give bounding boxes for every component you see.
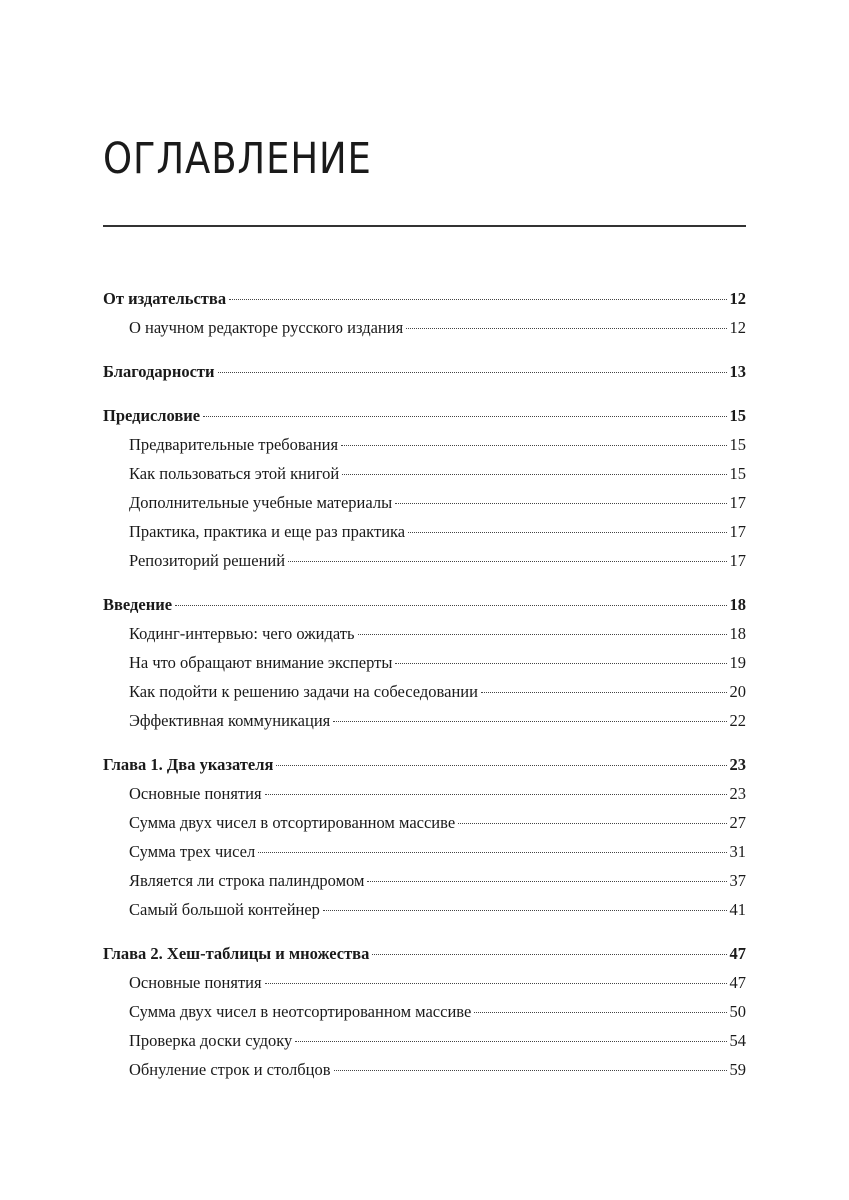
entry-title: Основные понятия <box>129 784 262 803</box>
page-number: 50 <box>729 1002 746 1021</box>
entry-title: Является ли строка палиндромом <box>129 871 365 890</box>
page-number: 15 <box>729 435 746 454</box>
dot-leader <box>406 328 726 329</box>
entry-title: Сумма двух чисел в неотсортированном массиве <box>129 1002 472 1021</box>
page-number: 17 <box>729 551 746 570</box>
toc-section <box>103 401 746 575</box>
toc-entry[interactable] <box>103 895 746 924</box>
chapter-title: Глава 1. Два указателя <box>103 755 274 774</box>
entry-title: Проверка доски судоку <box>129 1031 293 1050</box>
page-number: 17 <box>729 522 746 541</box>
toc-entry[interactable] <box>103 968 746 997</box>
toc-section <box>103 750 746 924</box>
dot-leader <box>265 983 727 984</box>
toc-entry[interactable] <box>103 997 746 1026</box>
dot-leader <box>367 881 726 882</box>
entry-title: Основные понятия <box>129 973 262 992</box>
toc-entry[interactable] <box>103 808 746 837</box>
entry-title: Эффективная коммуникация <box>129 711 331 730</box>
toc-entry[interactable] <box>103 648 746 677</box>
toc-entry[interactable] <box>103 546 746 575</box>
dot-leader <box>474 1012 726 1013</box>
dot-leader <box>203 416 726 417</box>
toc-entry[interactable] <box>103 779 746 808</box>
dot-leader <box>372 954 726 955</box>
page-title: ОГЛАВЛЕНИЕ <box>103 134 372 184</box>
toc-entry[interactable] <box>103 837 746 866</box>
page-number: 59 <box>729 1060 746 1079</box>
toc-entry[interactable] <box>103 430 746 459</box>
toc-section <box>103 939 746 1084</box>
page-number: 18 <box>729 624 746 643</box>
dot-leader <box>481 692 727 693</box>
entry-title: Кодинг-интервью: чего ожидать <box>129 624 355 643</box>
toc-entry[interactable] <box>103 517 746 546</box>
chapter-title: Предисловие <box>103 406 201 425</box>
title-divider <box>103 225 746 227</box>
toc-section <box>103 590 746 735</box>
entry-title: Дополнительные учебные материалы <box>129 493 393 512</box>
dot-leader <box>342 474 726 475</box>
page-number: 37 <box>729 871 746 890</box>
page-number: 12 <box>729 318 746 337</box>
dot-leader <box>358 634 727 635</box>
table-of-contents <box>103 284 746 1099</box>
page-number: 18 <box>729 595 746 614</box>
page-number: 47 <box>729 973 746 992</box>
page-number: 22 <box>729 711 746 730</box>
entry-title: Как подойти к решению задачи на собеседовании <box>129 682 478 701</box>
dot-leader <box>258 852 726 853</box>
page-number: 13 <box>729 362 746 381</box>
toc-section <box>103 357 746 386</box>
toc-entry[interactable] <box>103 488 746 517</box>
toc-section <box>103 284 746 342</box>
entry-title: О научном редакторе русского издания <box>129 318 404 337</box>
chapter-title: Глава 2. Хеш-таблицы и множества <box>103 944 370 963</box>
page-number: 27 <box>729 813 746 832</box>
page-number: 15 <box>729 464 746 483</box>
toc-entry[interactable] <box>103 459 746 488</box>
dot-leader <box>458 823 726 824</box>
entry-title: Практика, практика и еще раз практика <box>129 522 406 541</box>
toc-entry[interactable] <box>103 1026 746 1055</box>
toc-chapter-entry[interactable] <box>103 590 746 619</box>
dot-leader <box>276 765 726 766</box>
page-number: 54 <box>729 1031 746 1050</box>
entry-title: Самый большой контейнер <box>129 900 320 919</box>
dot-leader <box>395 663 726 664</box>
chapter-title: Благодарности <box>103 362 215 381</box>
page-number: 20 <box>729 682 746 701</box>
entry-title: Сумма трех чисел <box>129 842 256 861</box>
chapter-title: От издательства <box>103 289 227 308</box>
page-number: 15 <box>729 406 746 425</box>
dot-leader <box>218 372 727 373</box>
page-number: 12 <box>729 289 746 308</box>
page-number: 17 <box>729 493 746 512</box>
toc-entry[interactable] <box>103 619 746 648</box>
entry-title: На что обращают внимание эксперты <box>129 653 393 672</box>
dot-leader <box>265 794 727 795</box>
dot-leader <box>333 721 726 722</box>
dot-leader <box>408 532 726 533</box>
page-number: 23 <box>729 755 746 774</box>
toc-chapter-entry[interactable] <box>103 939 746 968</box>
page-number: 23 <box>729 784 746 803</box>
toc-entry[interactable] <box>103 706 746 735</box>
dot-leader <box>229 299 726 300</box>
entry-title: Как пользоваться этой книгой <box>129 464 340 483</box>
toc-chapter-entry[interactable] <box>103 357 746 386</box>
page-number: 41 <box>729 900 746 919</box>
entry-title: Репозиторий решений <box>129 551 286 570</box>
toc-entry[interactable] <box>103 313 746 342</box>
entry-title: Обнуление строк и столбцов <box>129 1060 331 1079</box>
dot-leader <box>341 445 726 446</box>
page-number: 31 <box>729 842 746 861</box>
entry-title: Предварительные требования <box>129 435 339 454</box>
dot-leader <box>334 1070 727 1071</box>
page-number: 47 <box>729 944 746 963</box>
page-number: 19 <box>729 653 746 672</box>
dot-leader <box>395 503 726 504</box>
dot-leader <box>295 1041 726 1042</box>
toc-chapter-entry[interactable] <box>103 401 746 430</box>
toc-entry[interactable] <box>103 1055 746 1084</box>
dot-leader <box>288 561 726 562</box>
toc-entry[interactable] <box>103 677 746 706</box>
toc-chapter-entry[interactable] <box>103 284 746 313</box>
toc-entry[interactable] <box>103 866 746 895</box>
dot-leader <box>323 910 727 911</box>
chapter-title: Введение <box>103 595 173 614</box>
toc-chapter-entry[interactable] <box>103 750 746 779</box>
entry-title: Сумма двух чисел в отсортированном массиве <box>129 813 456 832</box>
dot-leader <box>175 605 726 606</box>
